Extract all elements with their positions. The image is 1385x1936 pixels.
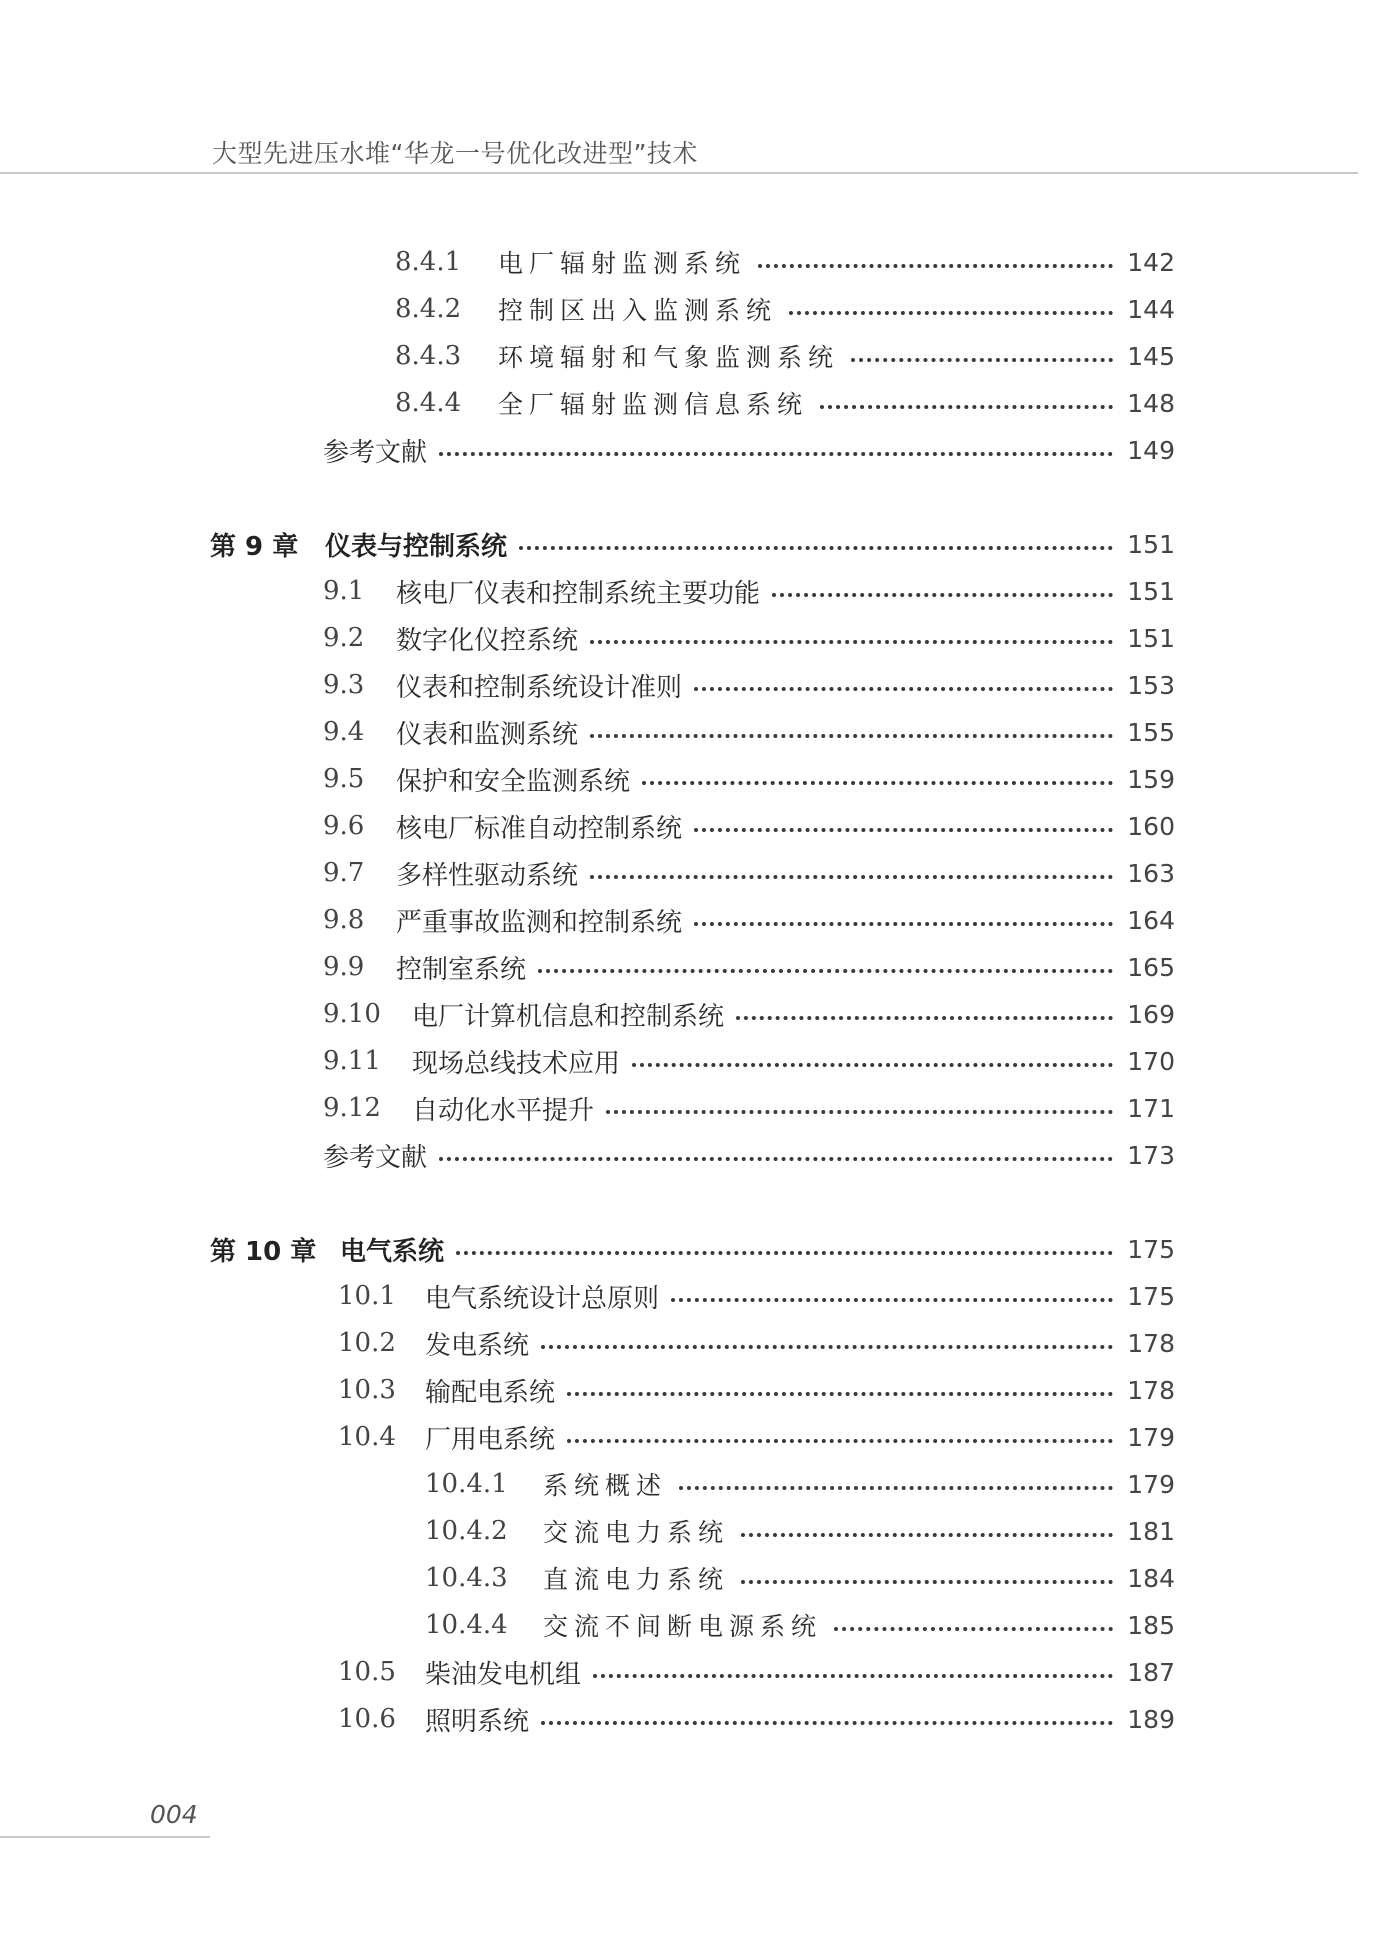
toc-page-number: 142 [1127,247,1175,277]
toc-entry-10-4-1[interactable] [425,1464,1175,1504]
toc-title: 控制室系统 [396,954,527,985]
dot-leader [820,405,1113,409]
toc-number: 9.10 [323,999,381,1029]
toc-number: 10.4 [338,1422,396,1452]
dot-leader [606,1110,1113,1114]
toc-entry-9-5[interactable] [323,759,1175,799]
toc-number: 10.4.3 [425,1563,508,1593]
toc-title: 严重事故监测和控制系统 [396,907,683,938]
toc-number: 10.3 [338,1375,396,1405]
toc-page-number: 145 [1127,341,1175,371]
dot-leader [772,593,1113,597]
toc-title: 多样性驱动系统 [396,860,579,891]
dot-leader [694,687,1113,691]
dot-leader [679,1486,1113,1490]
toc-entry-9-2[interactable] [323,618,1175,658]
toc-number: 9.1 [323,576,365,606]
toc-title: 直流电力系统 [543,1565,730,1594]
toc-entry-10-4-3[interactable] [425,1558,1175,1598]
dot-leader [642,781,1113,785]
dot-leader [741,1580,1113,1584]
toc-number: 10.6 [338,1704,396,1734]
toc-title: 交流电力系统 [543,1518,730,1547]
toc-page-number: 164 [1127,905,1175,935]
toc-chapter-title: 电气系统 [340,1236,445,1267]
dot-leader [567,1439,1113,1443]
toc-page-number: 175 [1127,1234,1175,1264]
toc-entry-8-4-1[interactable] [395,242,1175,282]
dot-leader [632,1063,1113,1067]
toc-entry-9-11[interactable] [323,1041,1175,1081]
toc-entry-8-4-3[interactable] [395,336,1175,376]
footer-rule [0,1836,210,1838]
toc-page-number: 169 [1127,999,1175,1029]
toc-title: 全厂辐射监测信息系统 [498,390,809,419]
toc-title: 控制区出入监测系统 [498,296,778,325]
toc-page-number: 155 [1127,717,1175,747]
toc-page-number: 187 [1127,1657,1175,1687]
toc-chapter-title: 仪表与控制系统 [325,531,508,562]
toc-entry-10-4-2[interactable] [425,1511,1175,1551]
toc-chapter-number: 第 10 章 [210,1236,317,1267]
dot-leader [541,1345,1113,1349]
toc-number: 10.2 [338,1328,396,1358]
toc-title: 电气系统设计总原则 [425,1283,660,1314]
toc-entry-9-8[interactable] [323,900,1175,940]
toc-page-number: 178 [1127,1328,1175,1358]
toc-title: 电厂计算机信息和控制系统 [412,1001,725,1032]
toc-entry-10-4[interactable] [338,1417,1175,1457]
dot-leader [456,1251,1113,1255]
toc-number: 9.12 [323,1093,381,1123]
dot-leader [851,358,1113,362]
toc-number: 9.5 [323,764,365,794]
toc-page-number: 173 [1127,1140,1175,1170]
toc-number: 9.3 [323,670,365,700]
toc-chapter-number: 第 9 章 [210,531,299,562]
dot-leader [593,1674,1113,1678]
toc-entry-10-1[interactable] [338,1276,1175,1316]
toc-number: 8.4.1 [395,247,462,277]
toc-page-number: 148 [1127,388,1175,418]
dot-leader [439,1157,1113,1161]
dot-leader [519,546,1113,550]
toc-title: 核电厂仪表和控制系统主要功能 [396,578,761,609]
toc-number: 9.2 [323,623,365,653]
toc-page-number: 153 [1127,670,1175,700]
dot-leader [590,875,1113,879]
dot-leader [439,452,1113,456]
toc-page-number: 149 [1127,435,1175,465]
toc-page-number: 181 [1127,1516,1175,1546]
toc-entry-9-7[interactable] [323,853,1175,893]
toc-entry-9-10[interactable] [323,994,1175,1034]
toc-title: 核电厂标准自动控制系统 [396,813,683,844]
dot-leader [541,1721,1113,1725]
toc-page-number: 144 [1127,294,1175,324]
toc-entry-9-9[interactable] [323,947,1175,987]
toc-entry-10-5[interactable] [338,1652,1175,1692]
toc-page-number: 189 [1127,1704,1175,1734]
toc-page-number: 151 [1127,623,1175,653]
toc-page-number: 184 [1127,1563,1175,1593]
dot-leader [694,922,1113,926]
toc-number: 9.9 [323,952,365,982]
toc-page-number: 160 [1127,811,1175,841]
dot-leader [789,311,1113,315]
toc-entry-references-9[interactable] [323,1135,1175,1175]
toc-entry-10-6[interactable] [338,1699,1175,1739]
toc-chapter-10[interactable] [210,1229,1175,1269]
toc-page-number: 179 [1127,1422,1175,1452]
dot-leader [538,969,1113,973]
toc-title: 电厂辐射监测系统 [498,249,747,278]
toc-number: 8.4.2 [395,294,462,324]
dot-leader [590,640,1113,644]
toc-page-number: 179 [1127,1469,1175,1499]
toc-number: 10.4.4 [425,1610,508,1640]
header-rule [0,172,1358,174]
toc-number: 8.4.3 [395,341,462,371]
toc-entry-10-4-4[interactable] [425,1605,1175,1645]
toc-title: 发电系统 [425,1330,530,1361]
toc-entry-9-6[interactable] [323,806,1175,846]
toc-title: 柴油发电机组 [425,1659,582,1690]
toc-entry-9-1[interactable] [323,571,1175,611]
toc-number: 9.11 [323,1046,381,1076]
toc-title: 照明系统 [425,1706,530,1737]
toc-entry-9-12[interactable] [323,1088,1175,1128]
dot-leader [741,1533,1113,1537]
toc-title: 参考文献 [323,437,428,468]
toc-title: 数字化仪控系统 [396,625,579,656]
dot-leader [671,1298,1113,1302]
toc-number: 9.4 [323,717,365,747]
toc-title: 参考文献 [323,1142,428,1173]
page-number: 004 [150,1800,198,1829]
toc-page-number: 151 [1127,576,1175,606]
toc-entry-8-4-4[interactable] [395,383,1175,423]
toc-title: 现场总线技术应用 [412,1048,621,1079]
toc-page-number: 170 [1127,1046,1175,1076]
toc-page-number: 178 [1127,1375,1175,1405]
toc-number: 9.6 [323,811,365,841]
toc-title: 环境辐射和气象监测系统 [498,343,840,372]
toc-entry-references-8[interactable] [323,430,1175,470]
toc-page-number: 151 [1127,529,1175,559]
toc-page-number: 163 [1127,858,1175,888]
toc-page-number: 171 [1127,1093,1175,1123]
toc-title: 仪表和监测系统 [396,719,579,750]
dot-leader [758,264,1113,268]
toc-page-number: 185 [1127,1610,1175,1640]
toc-title: 自动化水平提升 [412,1095,595,1126]
toc-entry-10-2[interactable] [338,1323,1175,1363]
toc-entry-9-3[interactable] [323,665,1175,705]
toc-entry-9-4[interactable] [323,712,1175,752]
toc-number: 10.1 [338,1281,396,1311]
toc-title: 交流不间断电源系统 [543,1612,823,1641]
toc-entry-8-4-2[interactable] [395,289,1175,329]
dot-leader [736,1016,1113,1020]
dot-leader [567,1392,1113,1396]
toc-title: 仪表和控制系统设计准则 [396,672,683,703]
toc-page-number: 159 [1127,764,1175,794]
toc-number: 8.4.4 [395,388,462,418]
dot-leader [694,828,1113,832]
toc-number: 10.5 [338,1657,396,1687]
toc-title: 输配电系统 [425,1377,556,1408]
toc-number: 9.8 [323,905,365,935]
toc-number: 10.4.1 [425,1469,508,1499]
running-header: 大型先进压水堆“华龙一号优化改进型”技术 [212,139,698,168]
dot-leader [834,1627,1113,1631]
toc-title: 系统概述 [543,1471,668,1500]
toc-number: 10.4.2 [425,1516,508,1546]
toc-title: 厂用电系统 [425,1424,556,1455]
toc-title: 保护和安全监测系统 [396,766,631,797]
toc-chapter-9[interactable] [210,524,1175,564]
dot-leader [590,734,1113,738]
toc-page-number: 165 [1127,952,1175,982]
toc-number: 9.7 [323,858,365,888]
toc-entry-10-3[interactable] [338,1370,1175,1410]
toc-page-number: 175 [1127,1281,1175,1311]
